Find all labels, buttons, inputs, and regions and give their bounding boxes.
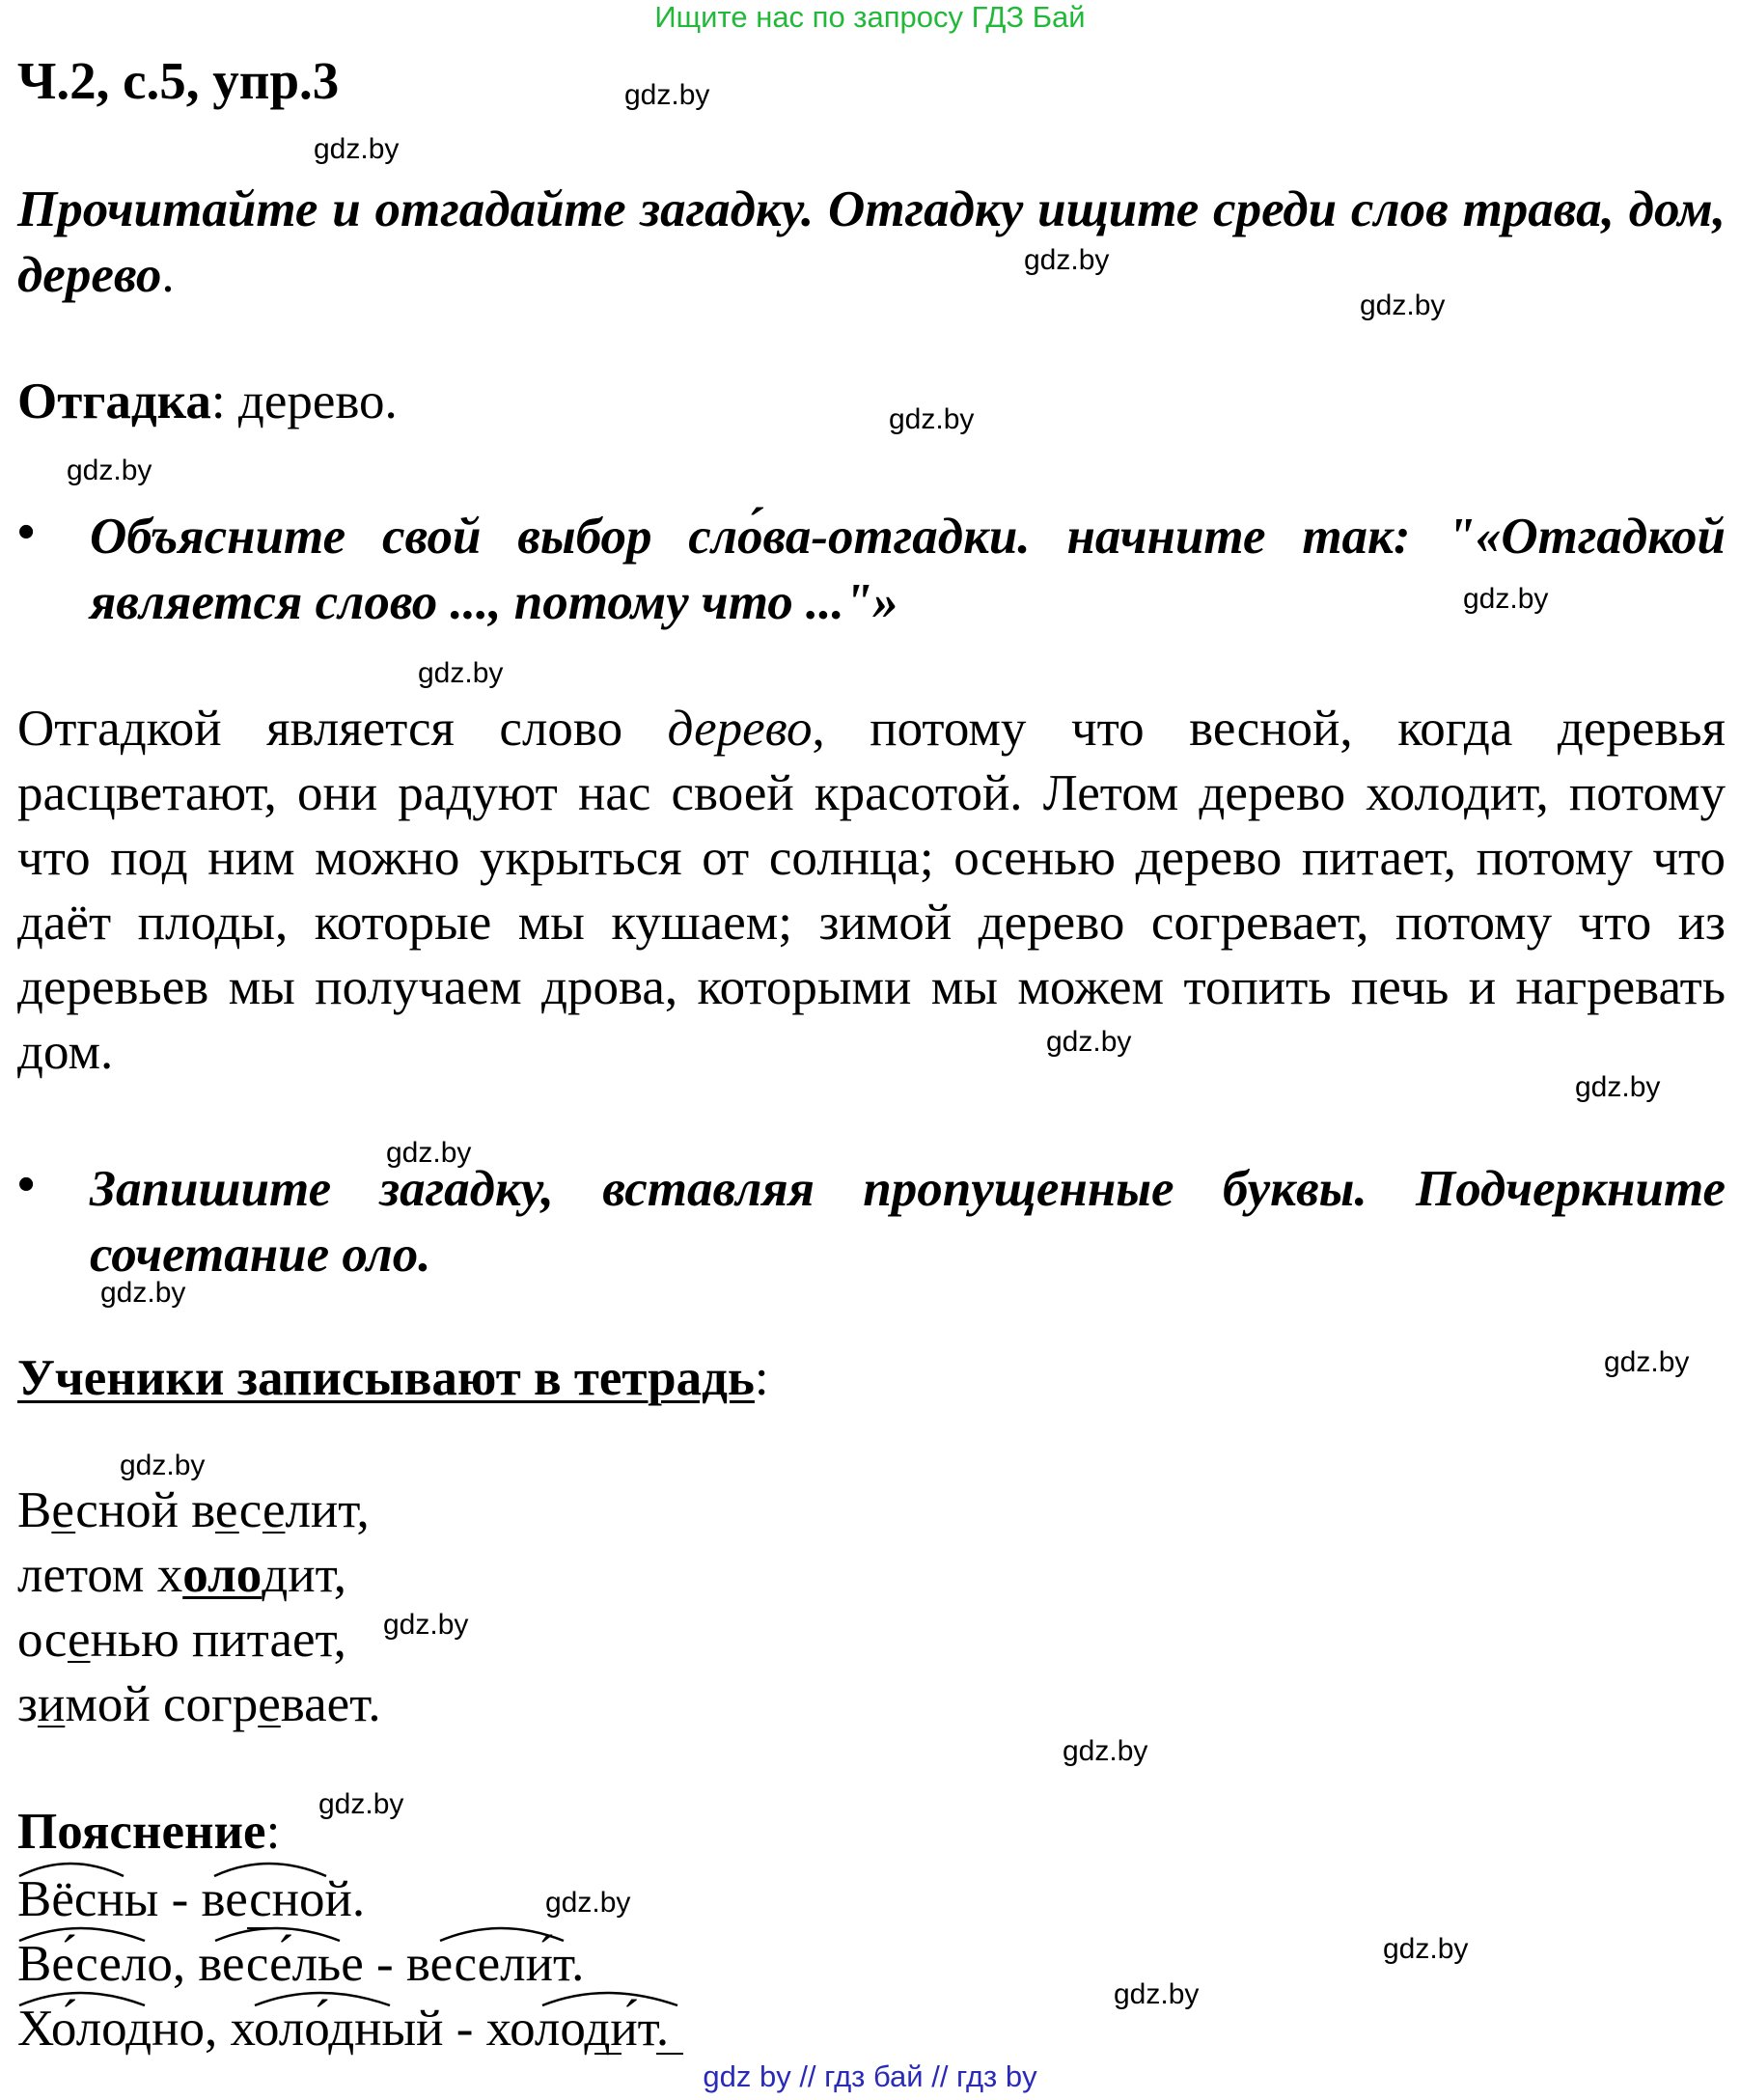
- watermark: gdz.by: [1604, 1346, 1690, 1378]
- task-period: .: [161, 247, 175, 303]
- task-explain-instruction: Объясните свой выбор сло́ва-отгадки. начните так: "«Отгадкой является слово ..., потому что ..."»: [90, 509, 1726, 630]
- root-arc: [440, 1928, 564, 1941]
- bullet-icon: •: [17, 505, 36, 560]
- poem-letter: е: [262, 1482, 286, 1538]
- explanation-line-2: Ве́село, весе́лье - весели́т.: [17, 1936, 585, 1992]
- students-colon: :: [754, 1350, 769, 1406]
- poem-letter: е: [51, 1482, 76, 1538]
- task-words: трава, дом, дерево: [17, 181, 1726, 303]
- top-banner[interactable]: Ищите нас по запросу ГДЗ Бай: [654, 0, 1086, 34]
- watermark: gdz.by: [120, 1450, 206, 1481]
- poem-text: мой согр: [65, 1676, 259, 1732]
- poem-text: сной в: [75, 1482, 215, 1538]
- students-label: Ученики записывают в тетрадь: [17, 1350, 755, 1406]
- poem-text: нью питает,: [90, 1612, 346, 1668]
- watermark: gdz.by: [1063, 1735, 1148, 1767]
- poem-text: с: [238, 1482, 262, 1538]
- watermark: gdz.by: [624, 79, 710, 111]
- root-arc: [19, 1928, 145, 1941]
- answer-label: Отгадка: [17, 373, 211, 429]
- poem-olo: оло: [182, 1547, 262, 1603]
- watermark: gdz.by: [1024, 244, 1110, 276]
- root-arc: [215, 1928, 340, 1941]
- poem-letter: е: [68, 1612, 91, 1668]
- watermark: gdz.by: [418, 657, 504, 689]
- bullet-icon: •: [17, 1157, 36, 1212]
- poem-text: летом х: [17, 1547, 183, 1603]
- root-arc: [542, 1993, 677, 2005]
- poem-text: дит,: [262, 1547, 347, 1603]
- watermark: gdz.by: [318, 1788, 404, 1820]
- root-arc: [19, 1864, 124, 1876]
- watermark: gdz.by: [383, 1609, 469, 1641]
- watermark: gdz.by: [889, 403, 975, 435]
- watermark: gdz.by: [1114, 1978, 1200, 2010]
- task-text: Прочитайте и отгадайте загадку. Отгадку ищите среди слов: [17, 181, 1463, 237]
- explanation-label: Пояснение: [17, 1804, 266, 1860]
- poem-text: з: [17, 1676, 38, 1732]
- poem-letter: е: [258, 1676, 281, 1732]
- poem-text: ос: [17, 1612, 68, 1668]
- watermark: gdz.by: [1360, 290, 1446, 321]
- task-write-instruction: Запишите загадку, вставляя пропущенные буквы. Подчеркните сочетание оло.: [90, 1161, 1726, 1283]
- para-part1: Отгадкой является слово: [17, 701, 668, 757]
- poem-text: вает.: [280, 1676, 381, 1732]
- watermark: gdz.by: [1575, 1071, 1661, 1103]
- watermark: gdz.by: [1463, 583, 1549, 615]
- para-part2: , потому что весной, когда деревья расцветают, они радуют нас своей красотой. Летом дерево холодит, потому что под ним можно укрыться от солнца; осенью дерево питает, потому что даёт плоды, которые мы кушаем; зимой дерево согревает, потому что из деревьев мы получаем дрова, которыми мы можем топить печь и нагревать дом.: [17, 701, 1726, 1080]
- watermark: gdz.by: [545, 1887, 631, 1919]
- poem-letter: е: [214, 1482, 239, 1538]
- watermark: gdz.by: [1046, 1026, 1132, 1058]
- watermark: gdz.by: [1383, 1933, 1469, 1965]
- root-arc: [255, 1993, 390, 2005]
- explanation-colon: :: [265, 1804, 281, 1860]
- poem-text: лит,: [285, 1482, 370, 1538]
- watermark: gdz.by: [67, 455, 152, 486]
- answer-value: : дерево.: [210, 373, 398, 429]
- exercise-heading: Ч.2, с.5, упр.3: [17, 51, 340, 110]
- para-word: дерево: [667, 701, 813, 757]
- footer-links[interactable]: gdz by // гдз бай // гдз by: [703, 2059, 1037, 2093]
- watermark: gdz.by: [314, 133, 400, 165]
- explanation-line-3: Хо́лодно, холо́дный - холоди́т.: [17, 2001, 670, 2057]
- poem-text: В: [17, 1482, 52, 1538]
- root-arc: [19, 1993, 145, 2005]
- root-arc: [214, 1864, 326, 1876]
- watermark: gdz.by: [100, 1277, 186, 1309]
- poem-letter: и: [37, 1676, 66, 1732]
- watermark: gdz.by: [386, 1137, 472, 1169]
- explanation-line-1: Вёсны - весной.: [17, 1871, 366, 1927]
